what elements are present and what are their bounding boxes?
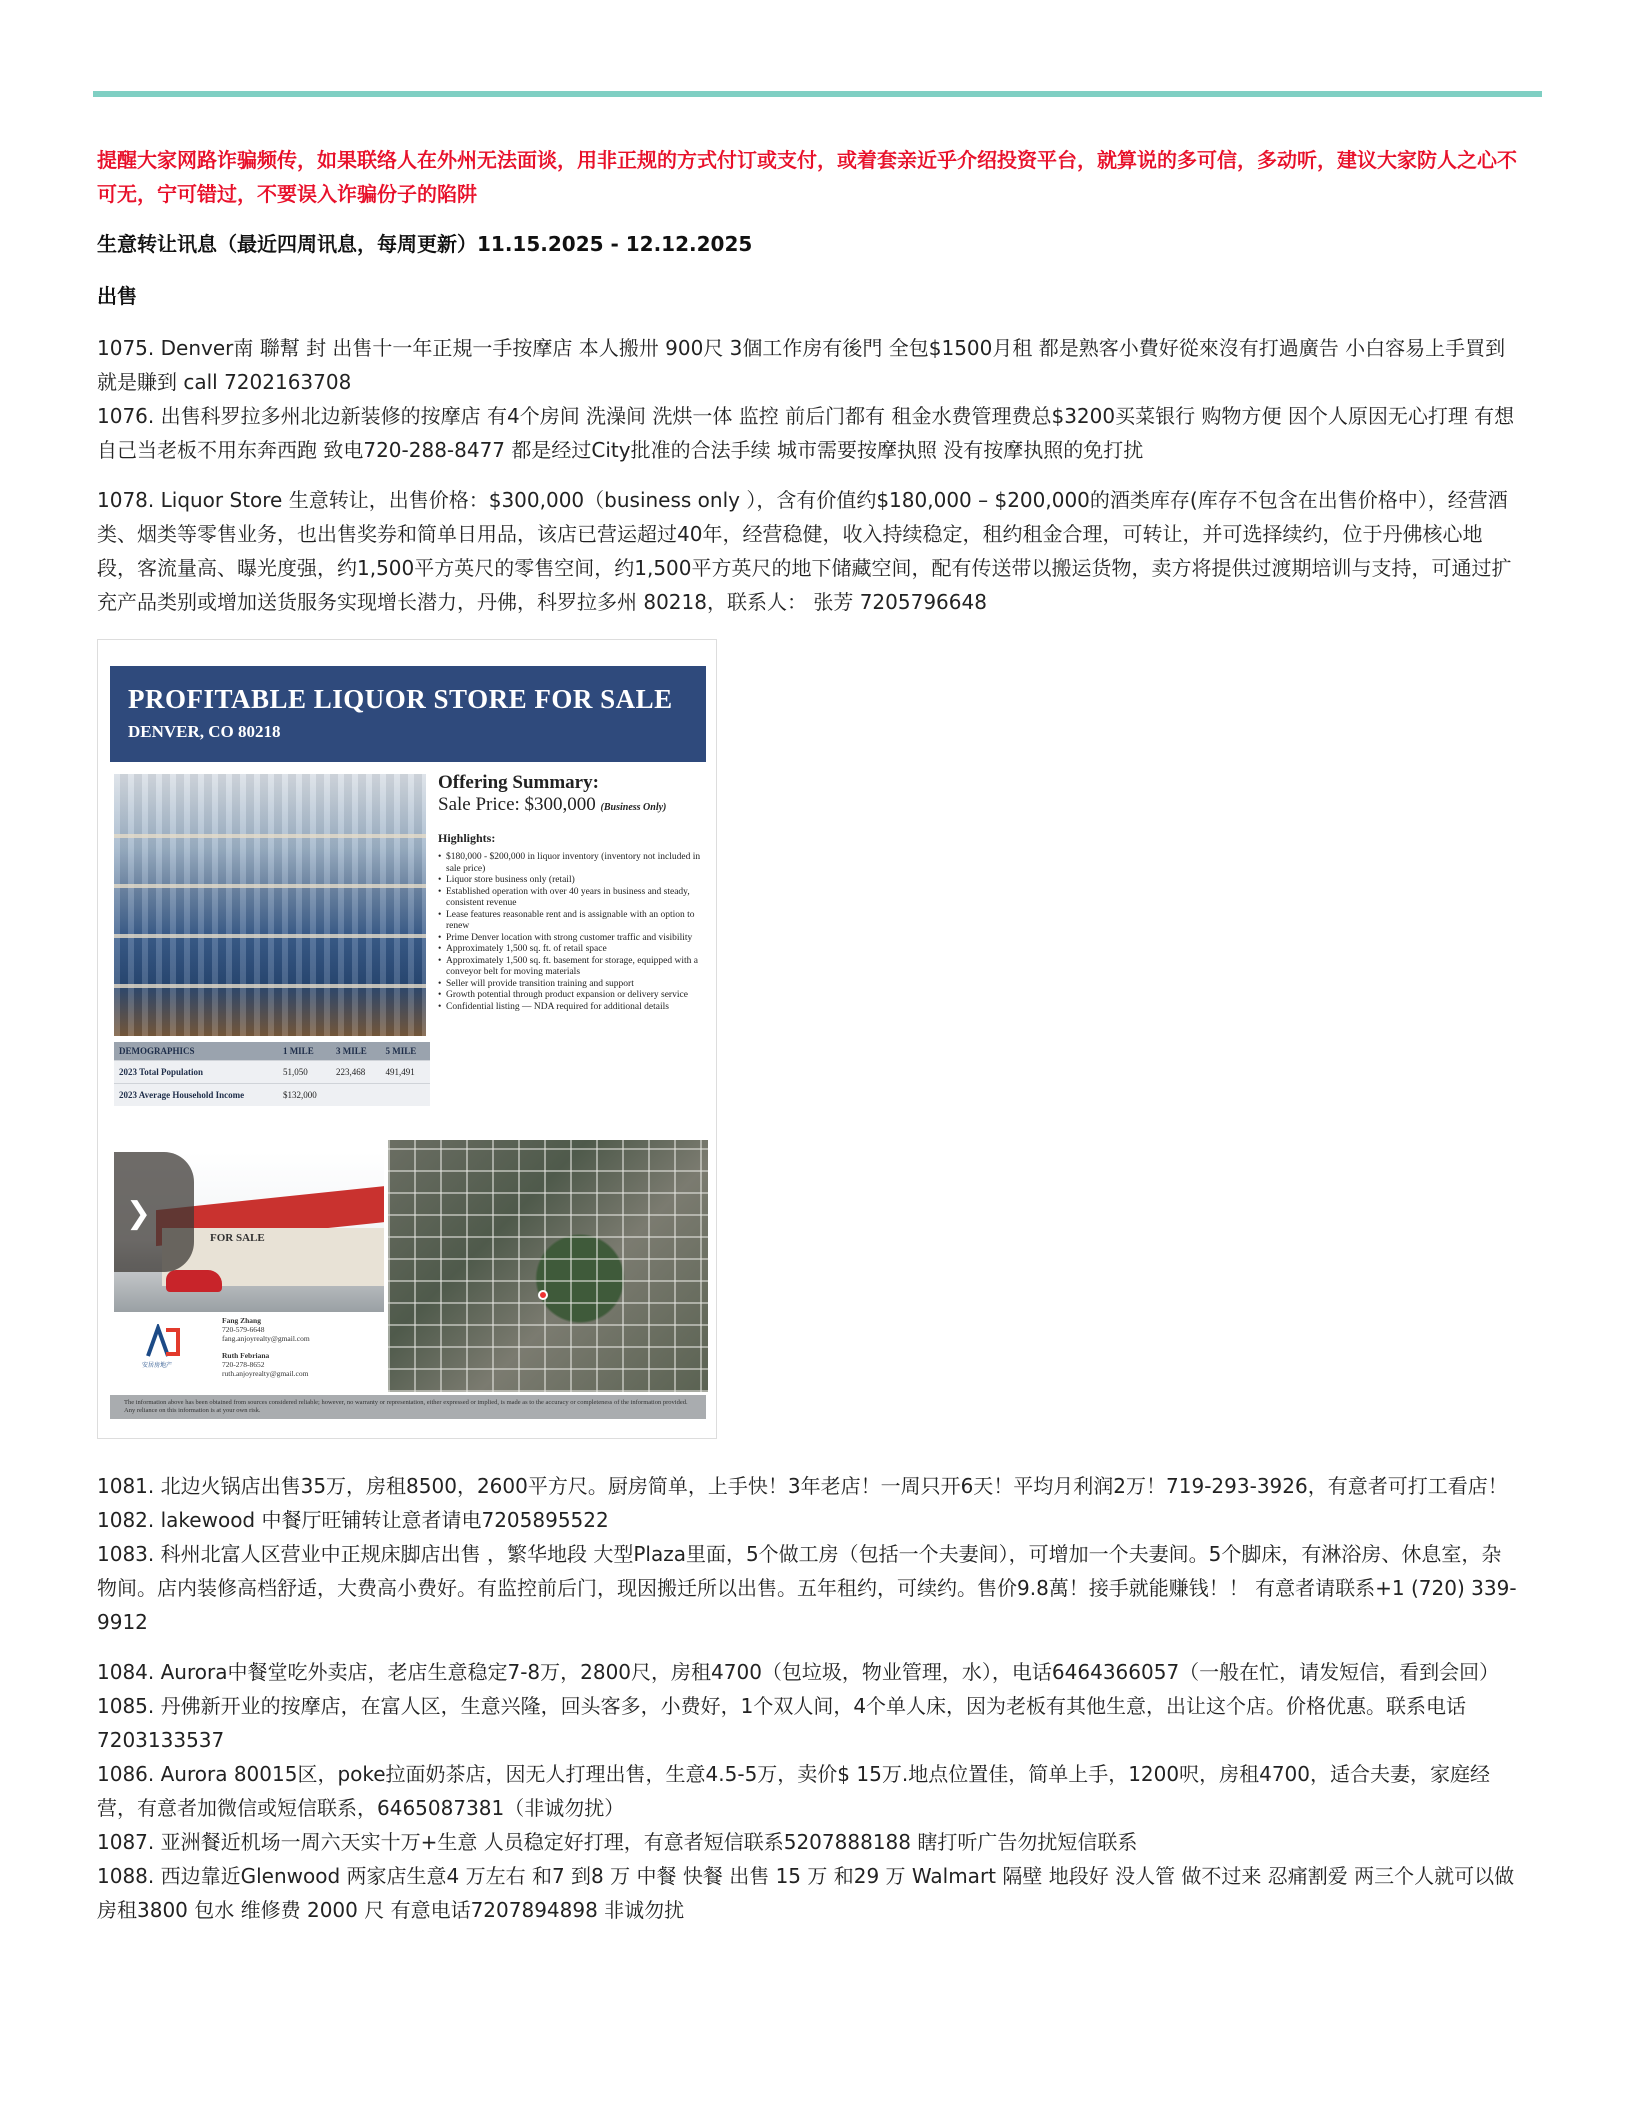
store-exterior-photo <box>114 1152 384 1312</box>
flyer-disclaimer: The information above has been obtained from sources considered reliable; however, no warranty or representation, either expressed or implied, is made as to the accuracy or completeness of the information provided. Any reliance on this information is at your own risk. <box>110 1395 706 1419</box>
store-sign: FOR SALE <box>210 1232 265 1244</box>
flyer-title: PROFITABLE LIQUOR STORE FOR SALE <box>128 684 673 714</box>
highlight-item: • Approximately 1,500 sq. ft. of retail space <box>438 944 710 956</box>
listing-group-b <box>97 1469 1517 1639</box>
car-shape <box>166 1270 222 1292</box>
demographics-header: 1 MILE <box>278 1042 331 1061</box>
highlight-item: • Confidential listing — NDA required for additional details <box>438 1002 710 1014</box>
highlight-item: • Approximately 1,500 sq. ft. basement for storage, equipped with a conveyor belt for moving materials <box>438 956 710 979</box>
location-pin-icon <box>538 1290 548 1300</box>
listing-1078: 1078. Liquor Store 生意转让，出售价格：$300,000（business only ），含有价值约$180,000 – $200,000的酒类库存(库存不包含在出售价格中），经营酒类、烟类等零售业务，也出售奖券和简单日用品，该店已营运超过40年，经营稳健，收入持续稳定，租约租金合理，可转让，并可选择续约，位于丹佛核心地段，客流量高、曝光度强，约1,500平方英尺的零售空间，约1,500平方英尺的地下储藏空间，配有传送带以搬运货物，卖方将提供过渡期培训与支持，可通过扩充产品类别或增加送货服务实现增长潜力，丹佛，科罗拉多州 80218，联系人： 张芳 7205796648 <box>97 488 1512 614</box>
listing-1082: 1082. lakewood 中餐厅旺铺转让意者请电7205895522 <box>97 1508 609 1532</box>
aerial-map-photo <box>388 1140 708 1392</box>
top-divider <box>93 91 1542 97</box>
page-content <box>97 143 1517 1927</box>
listing-1081: 1081. 北边火锅店出售35万，房租8500，2600平方尺。厨房简单，上手快！3年老店！一周只开6天！平均月利润2万！719-293-3926，有意者可打工看店！ <box>97 1474 1508 1498</box>
listing-group-c <box>97 1655 1517 1927</box>
highlights-label: Highlights: <box>438 831 496 845</box>
listing-group-a <box>97 331 1517 467</box>
flyer-title-band <box>110 666 706 762</box>
listing-1075: 1075. Denver南 聯幫 封 出售十一年正規一手按摩店 本人搬卅 900尺 3個工作房有後門 全包$1500月租 都是熟客小費好從來沒有打過廣告 小白容易上手買到就是賺到 call 7202163708 <box>97 336 1506 394</box>
highlights-list <box>438 852 710 1013</box>
anjoy-realty-logo-icon <box>144 1324 184 1360</box>
highlight-item: • Growth potential through product expansion or delivery service <box>438 990 710 1002</box>
highlight-item: • Prime Denver location with strong customer traffic and visibility <box>438 933 710 945</box>
listing-1086: 1086. Aurora 80015区，poke拉面奶茶店，因无人打理出售，生意4.5-5万，卖价$ 15万.地点位置佳，简单上手，1200呎，房租4700，适合夫妻，家庭经营，有意者加微信或短信联系，6465087381（非诚勿扰） <box>97 1762 1490 1820</box>
highlight-item: • $180,000 - $200,000 in liquor inventory (inventory not included in sale price) <box>438 852 710 875</box>
fraud-warning: 提醒大家网路诈骗频传，如果联络人在外州无法面谈，用非正规的方式付订或支付，或着套亲近乎介绍投资平台，就算说的多可信，多动听，建议大家防人之心不可无，宁可错过，不要误入诈骗份子的陷阱 <box>97 148 1517 206</box>
contact-card: Ruth Febriana 720-278-8652 ruth.anjoyrealty@gmail.com <box>222 1351 309 1378</box>
highlight-item: • Seller will provide transition training and support <box>438 979 710 991</box>
listing-1087: 1087. 亚洲餐近机场一周六天实十万+生意 人员稳定好打理，有意者短信联系5207888188 瞎打听广告勿扰短信联系 <box>97 1830 1138 1854</box>
highlight-item: • Liquor store business only (retail) <box>438 875 710 887</box>
section-heading-for-sale: 出售 <box>97 284 137 308</box>
table-row: 2023 Average Household Income $132,000 <box>114 1084 430 1107</box>
store-interior-photo <box>114 774 426 1036</box>
demographics-table <box>114 1042 430 1106</box>
chevron-right-icon: ❯ <box>126 1196 152 1231</box>
logo-caption: 安居房地产 <box>142 1362 173 1369</box>
listing-1088: 1088. 西边靠近Glenwood 两家店生意4 万左右 和7 到8 万 中餐 快餐 出售 15 万 和29 万 Walmart 隔壁 地段好 没人管 做不过来 忍痛割爱 两三个人就可以做 房租3800 包水 维修费 2000 尺 有意电话7207894898 非诚勿扰 <box>97 1864 1515 1922</box>
demographics-header: 5 MILE <box>381 1042 431 1061</box>
highlight-item: • Established operation with over 40 years in business and steady, consistent revenue <box>438 887 710 910</box>
flyer-subtitle: DENVER, CO 80218 <box>128 722 281 741</box>
listing-1085: 1085. 丹佛新开业的按摩店，在富人区，生意兴隆，回头客多，小费好，1个双人间，4个单人床，因为老板有其他生意，出让这个店。价格优惠。联系电话7203133537 <box>97 1694 1467 1752</box>
liquor-store-flyer-image <box>97 639 717 1439</box>
table-row: 2023 Total Population 51,050 223,468 491,491 <box>114 1061 430 1084</box>
flyer-contacts <box>222 1316 310 1378</box>
listing-1076: 1076. 出售科罗拉多州北边新装修的按摩店 有4个房间 洗澡间 洗烘一体 监控 前后门都有 租金水费管理费总$3200买菜银行 购物方便 因个人原因无心打理 有想自己当老板不用东奔西跑 致电720-288-8477 都是经过City批准的合法手续 城市需要按摩执照 没有按摩执照的免打扰 <box>97 404 1515 462</box>
demographics-header: 3 MILE <box>331 1042 380 1061</box>
offering-summary <box>438 772 710 1013</box>
listing-1084: 1084. Aurora中餐堂吃外卖店，老店生意稳定7-8万，2800尺，房租4700（包垃圾，物业管理，水），电话6464366057（一般在忙，请发短信，看到会回） <box>97 1660 1500 1684</box>
period-heading: 生意转让讯息（最近四周讯息，每周更新）11.15.2025 - 12.12.2025 <box>97 232 753 256</box>
offering-heading: Offering Summary: <box>438 772 599 793</box>
demographics-header: DEMOGRAPHICS <box>114 1042 278 1061</box>
listing-1083: 1083. 科州北富人区营业中正规床脚店出售 ，繁华地段 大型Plaza里面，5个做工房（包括一个夫妻间），可增加一个夫妻间。5个脚床，有淋浴房、休息室，杂物间。店内装修高档舒适，大费高小费好。有监控前后门，现因搬迁所以出售。五年租约，可续约。售价9.8萬！接手就能赚钱！！ 有意者请联系+1 (720) 339-9912 <box>97 1542 1517 1634</box>
contact-card: Fang Zhang 720-579-6648 fang.anjoyrealty@gmail.com <box>222 1316 310 1343</box>
highlight-item: • Lease features reasonable rent and is assignable with an option to renew <box>438 910 710 933</box>
sale-price: Sale Price: $300,000 (Business Only) <box>438 794 667 815</box>
